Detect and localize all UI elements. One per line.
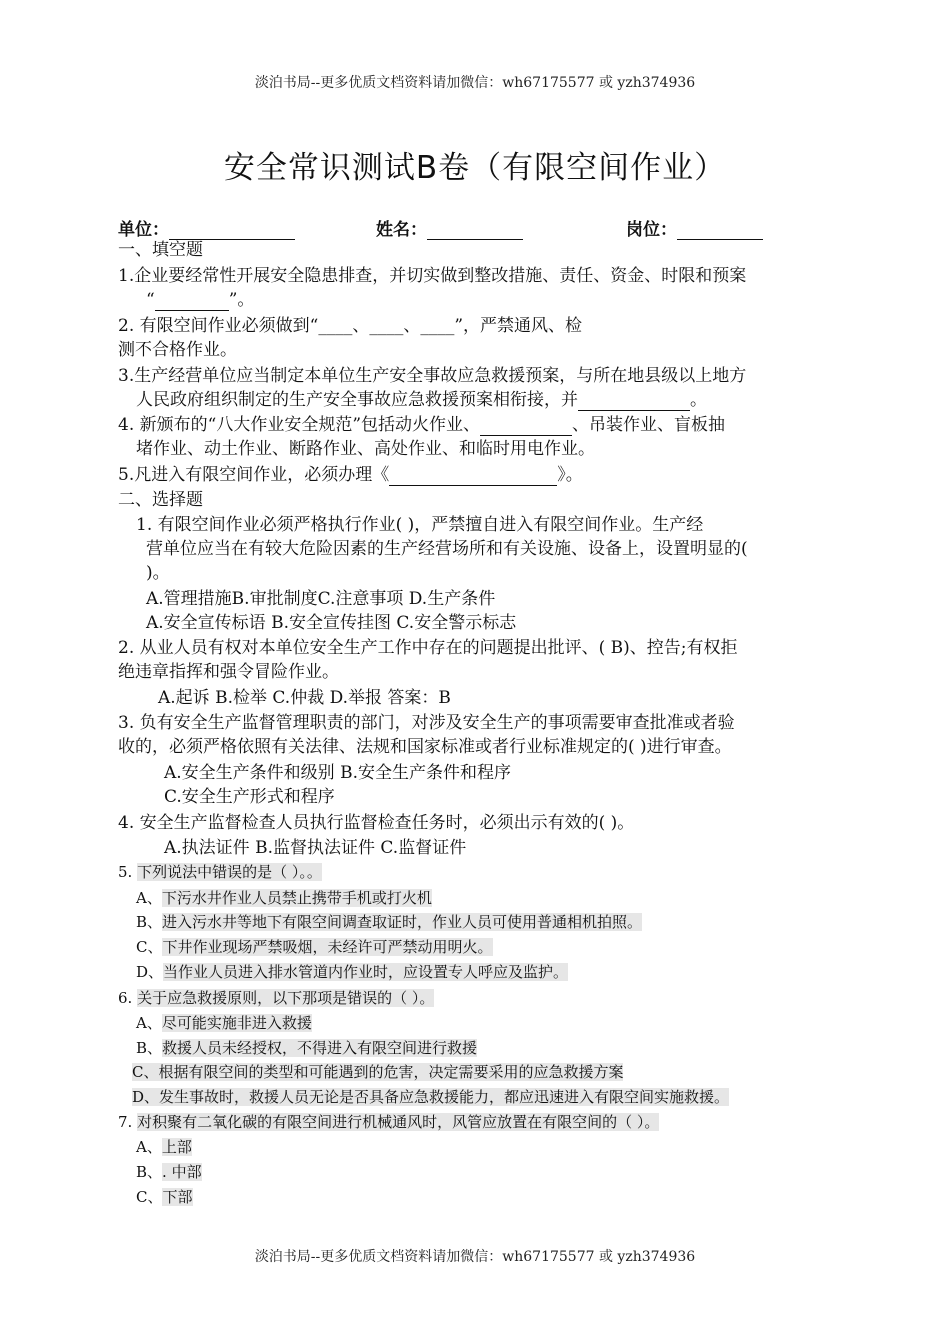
s2-q7-c-prefix: C、 xyxy=(136,1188,163,1206)
unit-label: 单位： xyxy=(118,220,169,240)
s1-q3-end: 。 xyxy=(690,390,707,410)
s2-q6-text: 关于应急救援原则，以下那项是错误的（ ）。 xyxy=(137,989,435,1007)
s2-q6-option-a xyxy=(136,1012,312,1034)
s2-q5-d-text: 当作业人员进入排水管道内作业时，应设置专人呼应及监护。 xyxy=(163,963,569,981)
s2-q7-number: 7. xyxy=(118,1113,133,1131)
s1-q5-end: 》。 xyxy=(557,465,583,485)
s2-q6-b-text: 救援人员未经授权，不得进入有限空间进行救援 xyxy=(162,1039,478,1057)
s1-q1-close: ”。 xyxy=(228,290,255,310)
s2-q5-option-b xyxy=(136,911,642,933)
s2-q5 xyxy=(118,861,322,883)
s2-q7-a-prefix: A、 xyxy=(136,1138,162,1156)
s2-q5-option-c xyxy=(136,936,493,958)
s2-q7-a-text: 上部 xyxy=(161,1138,192,1156)
s2-q6-option-b xyxy=(136,1037,477,1059)
page-header: 淡泊书局--更多优质文档资料请加微信：wh67175577 或 yzh374936 xyxy=(254,75,696,91)
s2-q5-b-prefix: B、 xyxy=(136,913,163,931)
s2-q3-line2: 收的，必须严格依照有关法律、法规和国家标准或者行业标准规定的( )进行审查。 xyxy=(118,737,732,757)
s1-q3-line2 xyxy=(136,389,707,411)
s2-q6-d-text: D、发生事故时，救援人员无论是否具备应急救援能力，都应迅速进入有限空间实施救援。 xyxy=(132,1088,730,1106)
s1-q4-text2: 、吊装作业、盲板抽 xyxy=(572,415,726,435)
s1-q3-blank[interactable] xyxy=(578,392,690,411)
s1-q1-open: “ xyxy=(146,290,155,310)
section2-heading: 二、选择题 xyxy=(118,490,203,510)
s2-q5-d-prefix: D、 xyxy=(136,963,164,981)
post-label: 岗位： xyxy=(626,220,677,240)
s1-q4-line2: 堵作业、动土作业、断路作业、高处作业、和临时用电作业。 xyxy=(136,439,595,459)
post-field xyxy=(626,215,763,240)
s1-q2-line2: 测不合格作业。 xyxy=(118,340,237,360)
s2-q1-line2: 营单位应当在有较大危险因素的生产经营场所和有关设施、设备上，设置明显的( xyxy=(146,539,748,559)
s2-q2-line1: 2. 从业人员有权对本单位安全生产工作中存在的问题提出批评、( B)、控告;有权拒 xyxy=(118,638,738,658)
s2-q5-option-a xyxy=(136,887,432,909)
s2-q5-text: 下列说法中错误的是（ ）。。 xyxy=(137,863,322,881)
s2-q4-options: A.执法证件 B.监督执法证件 C.监督证件 xyxy=(164,838,467,858)
s2-q7-text: 对积聚有二氧化碳的有限空间进行机械通风时，风管应放置在有限空间的（ ）。 xyxy=(137,1113,660,1131)
s2-q5-c-text: 下井作业现场严禁吸烟，未经许可严禁动用明火。 xyxy=(162,938,493,956)
s2-q6-option-c xyxy=(132,1061,623,1083)
s1-q5 xyxy=(118,464,583,486)
s2-q6-option-d xyxy=(132,1086,729,1108)
s2-q5-b-text: 进入污水井等地下有限空间调查取证时，作业人员可使用普通相机拍照。 xyxy=(162,913,643,931)
s2-q7-c-text: 下部 xyxy=(162,1188,193,1206)
s2-q3-line1: 3. 负有安全生产监督管理职责的部门，对涉及安全生产的事项需要审查批准或者验 xyxy=(118,713,735,733)
s1-q1-line1: 1.企业要经常性开展安全隐患排查，并切实做到整改措施、责任、资金、时限和预案 xyxy=(118,266,747,286)
s2-q6-number: 6. xyxy=(118,989,133,1007)
s2-q5-option-d xyxy=(136,961,568,983)
s2-q7-b-text: . 中部 xyxy=(162,1163,202,1181)
s2-q7-option-b xyxy=(136,1161,202,1183)
s2-q1-options2: A.安全宣传标语 B.安全宣传挂图 C.安全警示标志 xyxy=(146,613,517,633)
name-label: 姓名： xyxy=(376,220,427,240)
page-title: 安全常识测试B卷（有限空间作业） xyxy=(223,150,727,186)
s2-q3-options1: A.安全生产条件和级别 B.安全生产条件和程序 xyxy=(164,763,511,783)
s1-q1-line2 xyxy=(146,289,254,311)
name-field xyxy=(376,215,523,240)
s2-q5-a-prefix: A、 xyxy=(136,889,162,907)
s2-q1-options1: A.管理措施B.审批制度C.注意事项 D.生产条件 xyxy=(146,589,496,609)
s1-q4-line1 xyxy=(118,414,725,436)
s2-q7-option-a xyxy=(136,1136,192,1158)
s2-q6-c-text: C、根据有限空间的类型和可能遇到的危害，决定需要采用的应急救援方案 xyxy=(132,1063,624,1081)
s2-q1-line3: )。 xyxy=(146,563,170,583)
s2-q7 xyxy=(118,1111,659,1133)
s2-q4-line1: 4. 安全生产监督检查人员执行监督检查任务时，必须出示有效的( )。 xyxy=(118,813,635,833)
s2-q6-a-text: 尽可能实施非进入救援 xyxy=(161,1014,312,1032)
s1-q1-blank[interactable] xyxy=(155,292,229,311)
s2-q2-options: A.起诉 B.检举 C.仲裁 D.举报 答案：B xyxy=(158,688,451,708)
name-blank[interactable] xyxy=(427,221,523,240)
s2-q5-a-text: 下污水井作业人员禁止携带手机或打火机 xyxy=(161,889,432,907)
unit-field xyxy=(118,215,295,240)
s2-q5-number: 5. xyxy=(118,863,133,881)
s1-q3-text: 人民政府组织制定的生产安全事故应急救援预案相衔接，并 xyxy=(136,390,578,410)
s1-q4-text: 4. 新颁布的“八大作业安全规范”包括动火作业、 xyxy=(118,415,481,435)
s2-q7-option-c xyxy=(136,1186,193,1208)
page-footer: 淡泊书局--更多优质文档资料请加微信：wh67175577 或 yzh374936 xyxy=(254,1249,696,1265)
s2-q2-line2: 绝违章指挥和强令冒险作业。 xyxy=(118,662,339,682)
s2-q6-b-prefix: B、 xyxy=(136,1039,163,1057)
s2-q7-b-prefix: B、 xyxy=(136,1163,163,1181)
s2-q6-a-prefix: A、 xyxy=(136,1014,162,1032)
s1-q3-line1: 3.生产经营单位应当制定本单位生产安全事故应急救援预案，与所在地县级以上地方 xyxy=(118,366,747,386)
section1-heading: 一、填空题 xyxy=(118,240,203,260)
s1-q5-blank[interactable] xyxy=(389,467,557,486)
post-blank[interactable] xyxy=(677,221,763,240)
s2-q5-c-prefix: C、 xyxy=(136,938,163,956)
s2-q6 xyxy=(118,987,434,1009)
s1-q4-blank[interactable] xyxy=(480,417,572,436)
s2-q1-line1: 1. 有限空间作业必须严格执行作业( )，严禁擅自进入有限空间作业。生产经 xyxy=(136,515,704,535)
unit-blank[interactable] xyxy=(169,221,295,240)
s1-q5-text: 5.凡进入有限空间作业，必须办理《 xyxy=(118,465,390,485)
s2-q3-options2: C.安全生产形式和程序 xyxy=(164,787,335,807)
s1-q2-line1: 2. 有限空间作业必须做到“____、____、____”，严禁通风、检 xyxy=(118,316,583,336)
